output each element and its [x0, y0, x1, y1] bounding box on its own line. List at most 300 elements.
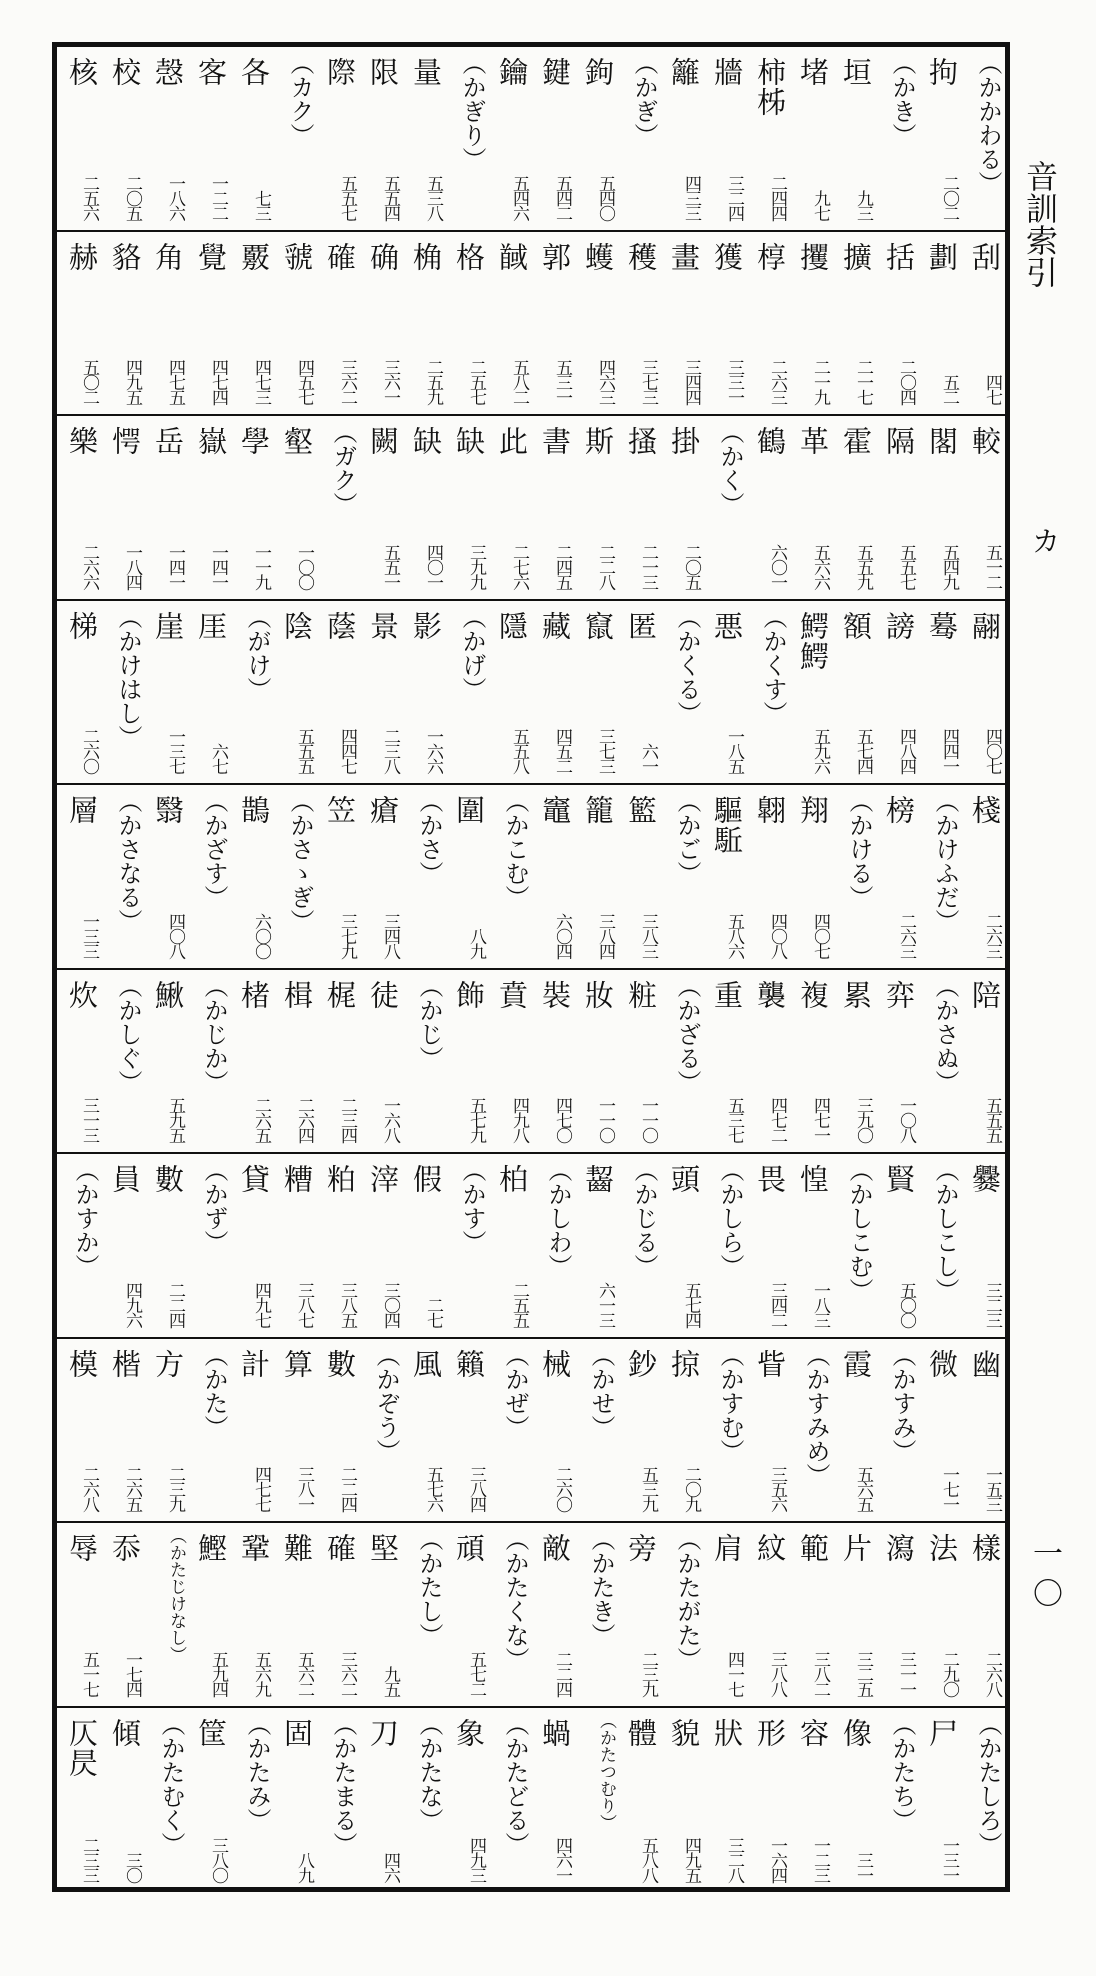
index-entry: [232, 416, 272, 599]
index-entry: [232, 232, 272, 415]
entry-page-number: 九五: [380, 1665, 400, 1696]
index-entry: [404, 416, 444, 599]
index-entry: [146, 416, 186, 599]
index-entry: [275, 1708, 315, 1893]
entry-character: 驅駈: [710, 795, 744, 855]
entry-character: 粕: [323, 1164, 357, 1194]
index-entry: [60, 785, 100, 968]
index-entry: [361, 416, 401, 599]
reading-column: [232, 601, 272, 784]
reading-column: [447, 47, 487, 230]
index-entry: [791, 1523, 831, 1706]
entry-page-number: 一六六: [423, 728, 443, 773]
entry-page-number: 二一七: [853, 359, 873, 404]
index-band: [57, 232, 1005, 417]
index-entry: [920, 1339, 960, 1522]
entry-page-number: 五〇〇: [896, 1281, 916, 1327]
entry-character: 攫: [796, 241, 830, 272]
entry-page-number: 二六三: [982, 912, 1002, 958]
entry-page-number: 四〇一: [423, 543, 443, 589]
entry-character: 翮: [968, 610, 1002, 641]
entry-page-number: 二六八: [982, 1650, 1002, 1696]
index-entry: [877, 970, 917, 1153]
entry-page-number: 一八六: [165, 174, 185, 220]
entry-page-number: 五八六: [724, 912, 744, 958]
entry-character: 確: [323, 1533, 357, 1563]
index-entry: [447, 1523, 487, 1706]
index-entry: [662, 232, 702, 415]
reading-column: [662, 970, 702, 1153]
index-entry: [447, 1708, 487, 1893]
entry-character: 客: [194, 57, 228, 87]
index-entry: [920, 1523, 960, 1706]
index-band: [57, 1154, 1005, 1339]
index-entry: [963, 785, 1003, 968]
entry-page-number: 一六八: [380, 1097, 400, 1142]
entry-character: 藏: [538, 610, 572, 641]
reading-label: （かざる）: [673, 973, 701, 1094]
entry-character: 方: [151, 1348, 185, 1379]
index-entry: [619, 1523, 659, 1706]
entry-character: 較: [968, 426, 1002, 456]
entry-character: 厓: [194, 610, 228, 641]
entry-page-number: 三九〇: [853, 1097, 873, 1142]
entry-page-number: 三八四: [595, 912, 615, 958]
reading-column: [103, 970, 143, 1153]
index-entry: [963, 1523, 1003, 1706]
entry-page-number: 三七三: [638, 359, 658, 404]
entry-character: 垣: [839, 57, 873, 87]
index-entry: [404, 47, 444, 230]
entry-page-number: 一一〇: [638, 1097, 658, 1142]
reading-label: （かしら）: [716, 1158, 744, 1278]
index-entry: [705, 785, 745, 968]
entry-page-number: 三二五: [853, 1650, 873, 1696]
index-entry: [275, 601, 315, 784]
entry-character: 柏: [495, 1164, 529, 1194]
entry-character: 景: [366, 610, 400, 641]
reading-column: [232, 1708, 272, 1893]
entry-character: 限: [366, 57, 400, 87]
index-entry: [361, 785, 401, 968]
index-entry: [103, 1339, 143, 1522]
index-entry: [576, 416, 616, 599]
reading-label: （かける）: [845, 789, 873, 909]
entry-character: 梯: [65, 610, 99, 641]
index-entry: [447, 232, 487, 415]
index-entry: [748, 416, 788, 599]
index-entry: [877, 232, 917, 415]
reading-label: （かざす）: [200, 789, 228, 909]
entry-character: 賁: [495, 979, 529, 1010]
entry-character: 狀: [710, 1717, 744, 1748]
entry-page-number: 四九八: [509, 1097, 529, 1142]
entry-page-number: 四七四: [208, 359, 228, 404]
index-entry: [232, 1339, 272, 1522]
index-band: [57, 47, 1005, 232]
entry-character: 貸: [237, 1164, 271, 1194]
index-entry: [490, 970, 530, 1153]
index-entry: [576, 785, 616, 968]
entry-character: 嶽: [194, 426, 228, 456]
entry-character: 像: [839, 1717, 873, 1748]
entry-page-number: 三三一: [724, 359, 744, 404]
entry-character: 範: [796, 1533, 830, 1563]
reading-label: （かさ）: [415, 789, 443, 885]
entry-character: 瘡: [366, 795, 400, 825]
entry-character: 搔: [624, 426, 658, 456]
entry-page-number: 四三三: [681, 174, 701, 220]
entry-character: 翳: [151, 795, 185, 825]
index-entry: [318, 1339, 358, 1522]
index-entry: [619, 970, 659, 1153]
entry-page-number: 六一: [638, 743, 658, 773]
index-entry: [533, 1708, 573, 1893]
index-entry: [920, 47, 960, 230]
entry-page-number: 一八四: [122, 543, 142, 589]
entry-page-number: 四〇八: [165, 912, 185, 958]
reading-label: （かさゝぎ）: [286, 789, 314, 933]
reading-column: [705, 1154, 745, 1337]
index-entry: [963, 1154, 1003, 1337]
reading-label: （かぞう）: [372, 1342, 400, 1463]
reading-column: [404, 970, 444, 1153]
entry-page-number: 五五一: [380, 543, 400, 589]
reading-column: [791, 1339, 831, 1522]
index-entry: [877, 1523, 917, 1706]
entry-character: 刮: [968, 241, 1002, 272]
entry-page-number: 五七二: [466, 1650, 486, 1696]
index-entry: [834, 232, 874, 415]
index-entry: [877, 1154, 917, 1337]
entry-page-number: 三一三: [79, 1097, 99, 1142]
reading-column: [576, 1339, 616, 1522]
entry-page-number: 六一三: [595, 1281, 615, 1327]
index-entry: [318, 785, 358, 968]
index-entry: [533, 601, 573, 784]
index-entry: [146, 601, 186, 784]
entry-character: 籟: [452, 1348, 486, 1379]
reading-column: [189, 785, 229, 968]
entry-character: 籬: [667, 57, 701, 87]
reading-label: （かけふだ）: [931, 789, 959, 933]
entry-character: 鈔: [624, 1348, 658, 1379]
index-entry: [791, 416, 831, 599]
entry-character: 桷: [409, 241, 443, 272]
reading-column: [619, 1154, 659, 1337]
index-entry: [533, 1523, 573, 1706]
reading-label: （かたな）: [415, 1711, 443, 1832]
entry-page-number: 二一三: [638, 543, 658, 589]
entry-character: 霞: [839, 1348, 873, 1379]
entry-character: 謗: [882, 610, 916, 641]
entry-page-number: 二〇二: [939, 174, 959, 220]
index-entry: [60, 970, 100, 1153]
index-entry: [963, 416, 1003, 599]
entry-character: 蔭: [323, 610, 357, 641]
entry-character: 體: [624, 1717, 658, 1748]
index-entry: [490, 416, 530, 599]
entry-page-number: 四五七: [294, 359, 314, 404]
index-entry: [662, 47, 702, 230]
entry-page-number: 四九五: [122, 359, 142, 404]
reading-column: [103, 601, 143, 784]
reading-column: [490, 1339, 530, 1522]
entry-page-number: 二五九: [423, 359, 443, 404]
reading-column: [189, 970, 229, 1153]
entry-page-number: 五五九: [853, 543, 873, 589]
reading-column: [404, 1523, 444, 1706]
reading-column: [576, 1523, 616, 1706]
index-entry: [619, 416, 659, 599]
index-entry: [146, 1339, 186, 1522]
entry-page-number: 二五五: [509, 1281, 529, 1327]
reading-label: （かしこむ）: [845, 1158, 873, 1302]
entry-character: 旁: [624, 1533, 658, 1563]
entry-page-number: 一四一: [208, 543, 228, 589]
index-entry: [490, 601, 530, 784]
index-entry: [748, 47, 788, 230]
index-entry: [146, 785, 186, 968]
entry-character: 複: [796, 979, 830, 1010]
entry-character: 頭: [667, 1164, 701, 1194]
entry-page-number: 二四四: [767, 174, 787, 220]
index-entry: [232, 1154, 272, 1337]
index-entry: [920, 416, 960, 599]
reading-column: [705, 1339, 745, 1522]
entry-page-number: 三八四: [466, 1466, 486, 1511]
reading-column: [705, 416, 745, 599]
entry-page-number: 二〇九: [681, 1466, 701, 1511]
entry-character: 傾: [108, 1717, 142, 1748]
entry-character: 紋: [753, 1533, 787, 1563]
reading-label: （かたき）: [587, 1527, 615, 1647]
entry-page-number: 三二八: [724, 1837, 744, 1882]
entry-page-number: 三八二: [810, 1650, 830, 1696]
entry-character: 拘: [925, 57, 959, 87]
entry-page-number: 二六四: [294, 1097, 314, 1142]
reading-label: （かたみ）: [243, 1711, 271, 1832]
reading-column: [103, 785, 143, 968]
entry-page-number: 一〇八: [896, 1097, 916, 1142]
entry-page-number: 三四四: [681, 359, 701, 404]
entry-character: 竄: [581, 610, 615, 641]
entry-character: 樣: [968, 1533, 1002, 1563]
index-entry: [834, 970, 874, 1153]
entry-character: 楷: [108, 1348, 142, 1379]
entry-page-number: 一八三: [810, 1281, 830, 1327]
reading-label: （かぎり）: [458, 51, 486, 171]
entry-page-number: 四五二: [552, 728, 572, 773]
index-entry: [318, 970, 358, 1153]
index-entry: [361, 601, 401, 784]
index-entry: [189, 1708, 229, 1893]
index-entry: [404, 601, 444, 784]
reading-label: （かげ）: [458, 604, 486, 701]
reading-label: （かさなる）: [114, 789, 142, 933]
entry-page-number: 一三一: [939, 1837, 959, 1882]
entry-character: 悪: [710, 610, 744, 641]
entry-page-number: 四七〇: [552, 1097, 572, 1142]
index-entry: [963, 1339, 1003, 1522]
entry-character: 樂: [65, 426, 99, 456]
index-entry: [920, 232, 960, 415]
entry-character: 幽: [968, 1348, 1002, 1379]
entry-page-number: 五三九: [638, 1466, 658, 1511]
entry-character: 糟: [280, 1164, 314, 1194]
entry-character: 貌: [667, 1717, 701, 1748]
reading-column: [404, 1708, 444, 1893]
entry-character: 楫: [280, 979, 314, 1010]
entry-page-number: 二三四: [337, 1097, 357, 1142]
entry-character: 鰐鰐: [796, 610, 830, 671]
index-entry: [791, 47, 831, 230]
reading-column: [963, 47, 1003, 230]
entry-character: 籠: [581, 795, 615, 825]
entry-character: 數: [323, 1348, 357, 1379]
index-entry: [576, 970, 616, 1153]
entry-character: 棧: [968, 795, 1002, 825]
entry-character: 擴: [839, 241, 873, 272]
reading-label: （かぜ）: [501, 1342, 529, 1439]
index-entry: [619, 1339, 659, 1522]
entry-page-number: 二六〇: [552, 1466, 572, 1511]
entry-character: 楮: [237, 979, 271, 1010]
index-entry: [490, 47, 530, 230]
entry-character: 假: [409, 1164, 443, 1194]
index-entry: [748, 1708, 788, 1893]
index-entry: [748, 232, 788, 415]
entry-page-number: 四〇八: [767, 912, 787, 958]
entry-page-number: 二九〇: [939, 1650, 959, 1696]
index-entry: [275, 1523, 315, 1706]
index-entry: [60, 601, 100, 784]
reading-column: [662, 1523, 702, 1706]
entry-character: 畫: [667, 241, 701, 272]
entry-character: 鰍: [151, 979, 185, 1010]
reading-label: （かす）: [458, 1158, 486, 1254]
reading-column: [404, 785, 444, 968]
reading-column: [877, 47, 917, 230]
entry-character: 肩: [710, 1533, 744, 1563]
entry-character: 格: [452, 241, 486, 272]
entry-character: 確: [323, 241, 357, 272]
index-entry: [361, 1523, 401, 1706]
entry-page-number: 四七一: [810, 1097, 830, 1142]
entry-character: 蝸: [538, 1717, 572, 1748]
entry-page-number: 六〇〇: [251, 912, 271, 958]
entry-character: 風: [409, 1348, 443, 1379]
index-entry: [60, 232, 100, 415]
reading-label: （かたがた）: [673, 1527, 701, 1671]
index-entry: [662, 416, 702, 599]
index-entry: [60, 416, 100, 599]
index-entry: [619, 785, 659, 968]
index-entry: [877, 416, 917, 599]
reading-label: （かすか）: [71, 1158, 99, 1278]
index-entry: [877, 785, 917, 968]
entry-page-number: 二七六: [509, 543, 529, 589]
reading-column: [447, 601, 487, 784]
entry-page-number: 五四六: [509, 174, 529, 220]
entry-page-number: 三八八: [767, 1650, 787, 1696]
entry-character: 掠: [667, 1348, 701, 1379]
entry-character: 畏: [753, 1164, 787, 1194]
entry-character: 革: [796, 426, 830, 456]
entry-character: 牆: [710, 57, 744, 87]
entry-page-number: 五三一: [552, 359, 572, 404]
entry-page-number: 一六四: [767, 1837, 787, 1882]
entry-character: 斯: [581, 426, 615, 456]
entry-character: 掛: [667, 426, 701, 456]
entry-page-number: 五七九: [466, 1097, 486, 1142]
entry-page-number: 五六九: [251, 1650, 271, 1696]
reading-column: [619, 47, 659, 230]
entry-character: 敵: [538, 1533, 572, 1563]
entry-character: 額: [839, 610, 873, 641]
entry-page-number: 四九七: [251, 1281, 271, 1327]
index-entry: [834, 1708, 874, 1893]
reading-column: [963, 1708, 1003, 1893]
reading-label: （かせ）: [587, 1342, 615, 1439]
entry-page-number: 五六二: [294, 1650, 314, 1696]
reading-label: （かき）: [888, 51, 916, 147]
entry-page-number: 五六五: [853, 1466, 873, 1511]
reading-label: （かたむく）: [157, 1711, 185, 1856]
index-entry: [576, 601, 616, 784]
entry-character: 隔: [882, 426, 916, 456]
entry-page-number: 六七: [208, 743, 228, 773]
reading-label: （かたしろ）: [974, 1711, 1002, 1856]
entry-character: 竈: [538, 795, 572, 825]
entry-character: 缺: [452, 426, 486, 456]
entry-page-number: 三九九: [466, 543, 486, 589]
entry-page-number: 五七六: [423, 1466, 443, 1511]
reading-column: [576, 1708, 616, 1893]
entry-page-number: 五九六: [810, 728, 830, 773]
entry-character: 貉: [108, 241, 142, 272]
entry-character: 學: [237, 426, 271, 456]
entry-page-number: 五四〇: [595, 174, 615, 220]
entry-page-number: 五七四: [853, 728, 873, 773]
index-entry: [705, 47, 745, 230]
entry-character: 妝: [581, 979, 615, 1010]
entry-page-number: 二六三: [767, 359, 787, 404]
reading-column: [877, 1708, 917, 1893]
index-entry: [404, 232, 444, 415]
index-entry: [404, 1154, 444, 1337]
index-entry: [447, 785, 487, 968]
entry-character: 核: [65, 57, 99, 87]
index-entry: [146, 232, 186, 415]
index-band: [57, 1523, 1005, 1708]
entry-page-number: 五八二: [509, 359, 529, 404]
index-title: 音訓索引: [1021, 160, 1059, 288]
entry-page-number: 二二四: [552, 1650, 572, 1696]
entry-page-number: 九七: [810, 189, 830, 220]
entry-page-number: 四七二: [767, 1097, 787, 1142]
index-entry: [834, 601, 874, 784]
reading-column: [275, 785, 315, 968]
entry-page-number: 五三八: [423, 174, 443, 220]
index-entry: [232, 970, 272, 1153]
entry-character: 陪: [968, 979, 1002, 1010]
entry-character: 郭: [538, 241, 572, 272]
entry-page-number: 五八八: [638, 1837, 658, 1882]
entry-character: 赫: [65, 241, 99, 272]
reading-column: [60, 1154, 100, 1337]
reading-column: [533, 1154, 573, 1337]
